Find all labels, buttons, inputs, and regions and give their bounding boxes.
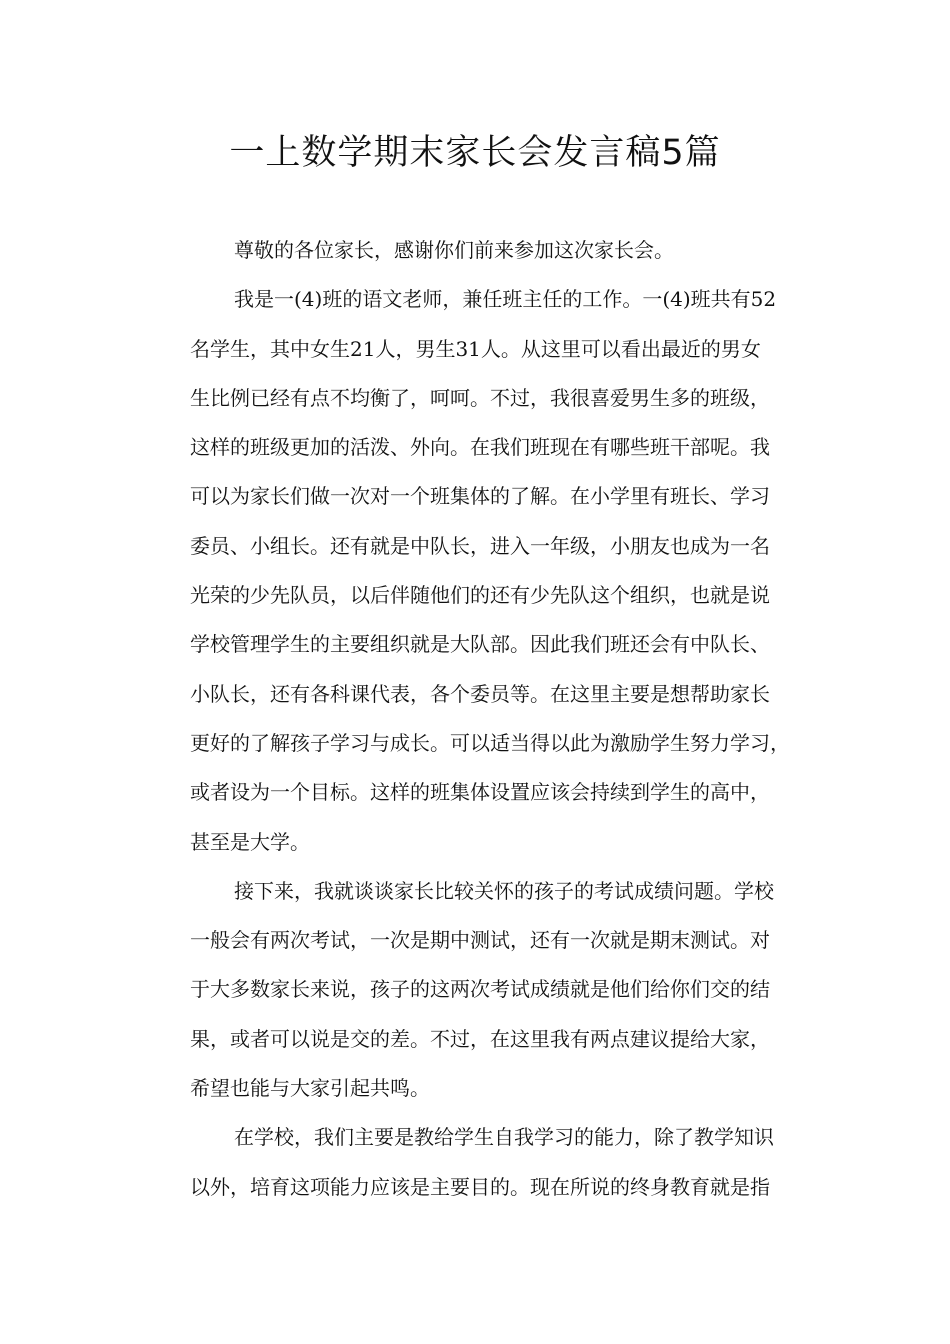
paragraph-line: 名学生，其中女生21人，男生31人。从这里可以看出最近的男女 xyxy=(190,336,761,361)
paragraph-line: 希望也能与大家引起共鸣。 xyxy=(190,1076,430,1101)
paragraph xyxy=(146,281,818,860)
document-title: 一上数学期末家长会发言稿5篇 xyxy=(229,133,721,173)
paragraph-line: 一般会有两次考试，一次是期中测试，还有一次就是期末测试。对 xyxy=(190,928,770,953)
paragraph-line: 光荣的少先队员，以后伴随他们的还有少先队这个组织，也就是说 xyxy=(190,583,770,608)
paragraph-line: 于大多数家长来说，孩子的这两次考试成绩就是他们给你们交的结 xyxy=(190,977,770,1002)
paragraph-line: 在学校，我们主要是教给学生自我学习的能力，除了教学知识 xyxy=(234,1125,774,1150)
document-body xyxy=(146,232,818,1218)
paragraph-line: 以外，培育这项能力应该是主要目的。现在所说的终身教育就是指 xyxy=(190,1174,770,1199)
paragraph-line: 或者设为一个目标。这样的班集体设置应该会持续到学生的高中， xyxy=(190,780,770,805)
paragraph xyxy=(146,873,818,1106)
paragraph-line: 甚至是大学。 xyxy=(190,829,310,854)
paragraph xyxy=(146,232,818,268)
paragraph-line: 学校管理学生的主要组织就是大队部。因此我们班还会有中队长、 xyxy=(190,632,770,657)
paragraph-line: 果，或者可以说是交的差。不过，在这里我有两点建议提给大家， xyxy=(190,1026,770,1051)
paragraph-line: 更好的了解孩子学习与成长。可以适当得以此为激励学生努力学习， xyxy=(190,730,790,755)
paragraph-line: 委员、小组长。还有就是中队长，进入一年级，小朋友也成为一名 xyxy=(190,533,770,558)
paragraph-line: 尊敬的各位家长，感谢你们前来参加这次家长会。 xyxy=(234,238,674,262)
paragraph-line: 我是一(4)班的语文老师，兼任班主任的工作。一(4)班共有52 xyxy=(234,287,777,312)
paragraph xyxy=(146,1119,818,1205)
paragraph-line: 这样的班级更加的活泼、外向。在我们班现在有哪些班干部呢。我 xyxy=(190,435,770,460)
paragraph-line: 小队长，还有各科课代表，各个委员等。在这里主要是想帮助家长 xyxy=(190,681,770,706)
paragraph-line: 接下来，我就谈谈家长比较关怀的孩子的考试成绩问题。学校 xyxy=(234,878,774,903)
paragraph-line: 可以为家长们做一次对一个班集体的了解。在小学里有班长、学习 xyxy=(190,484,770,509)
paragraph-line: 生比例已经有点不均衡了，呵呵。不过，我很喜爱男生多的班级， xyxy=(190,385,770,410)
